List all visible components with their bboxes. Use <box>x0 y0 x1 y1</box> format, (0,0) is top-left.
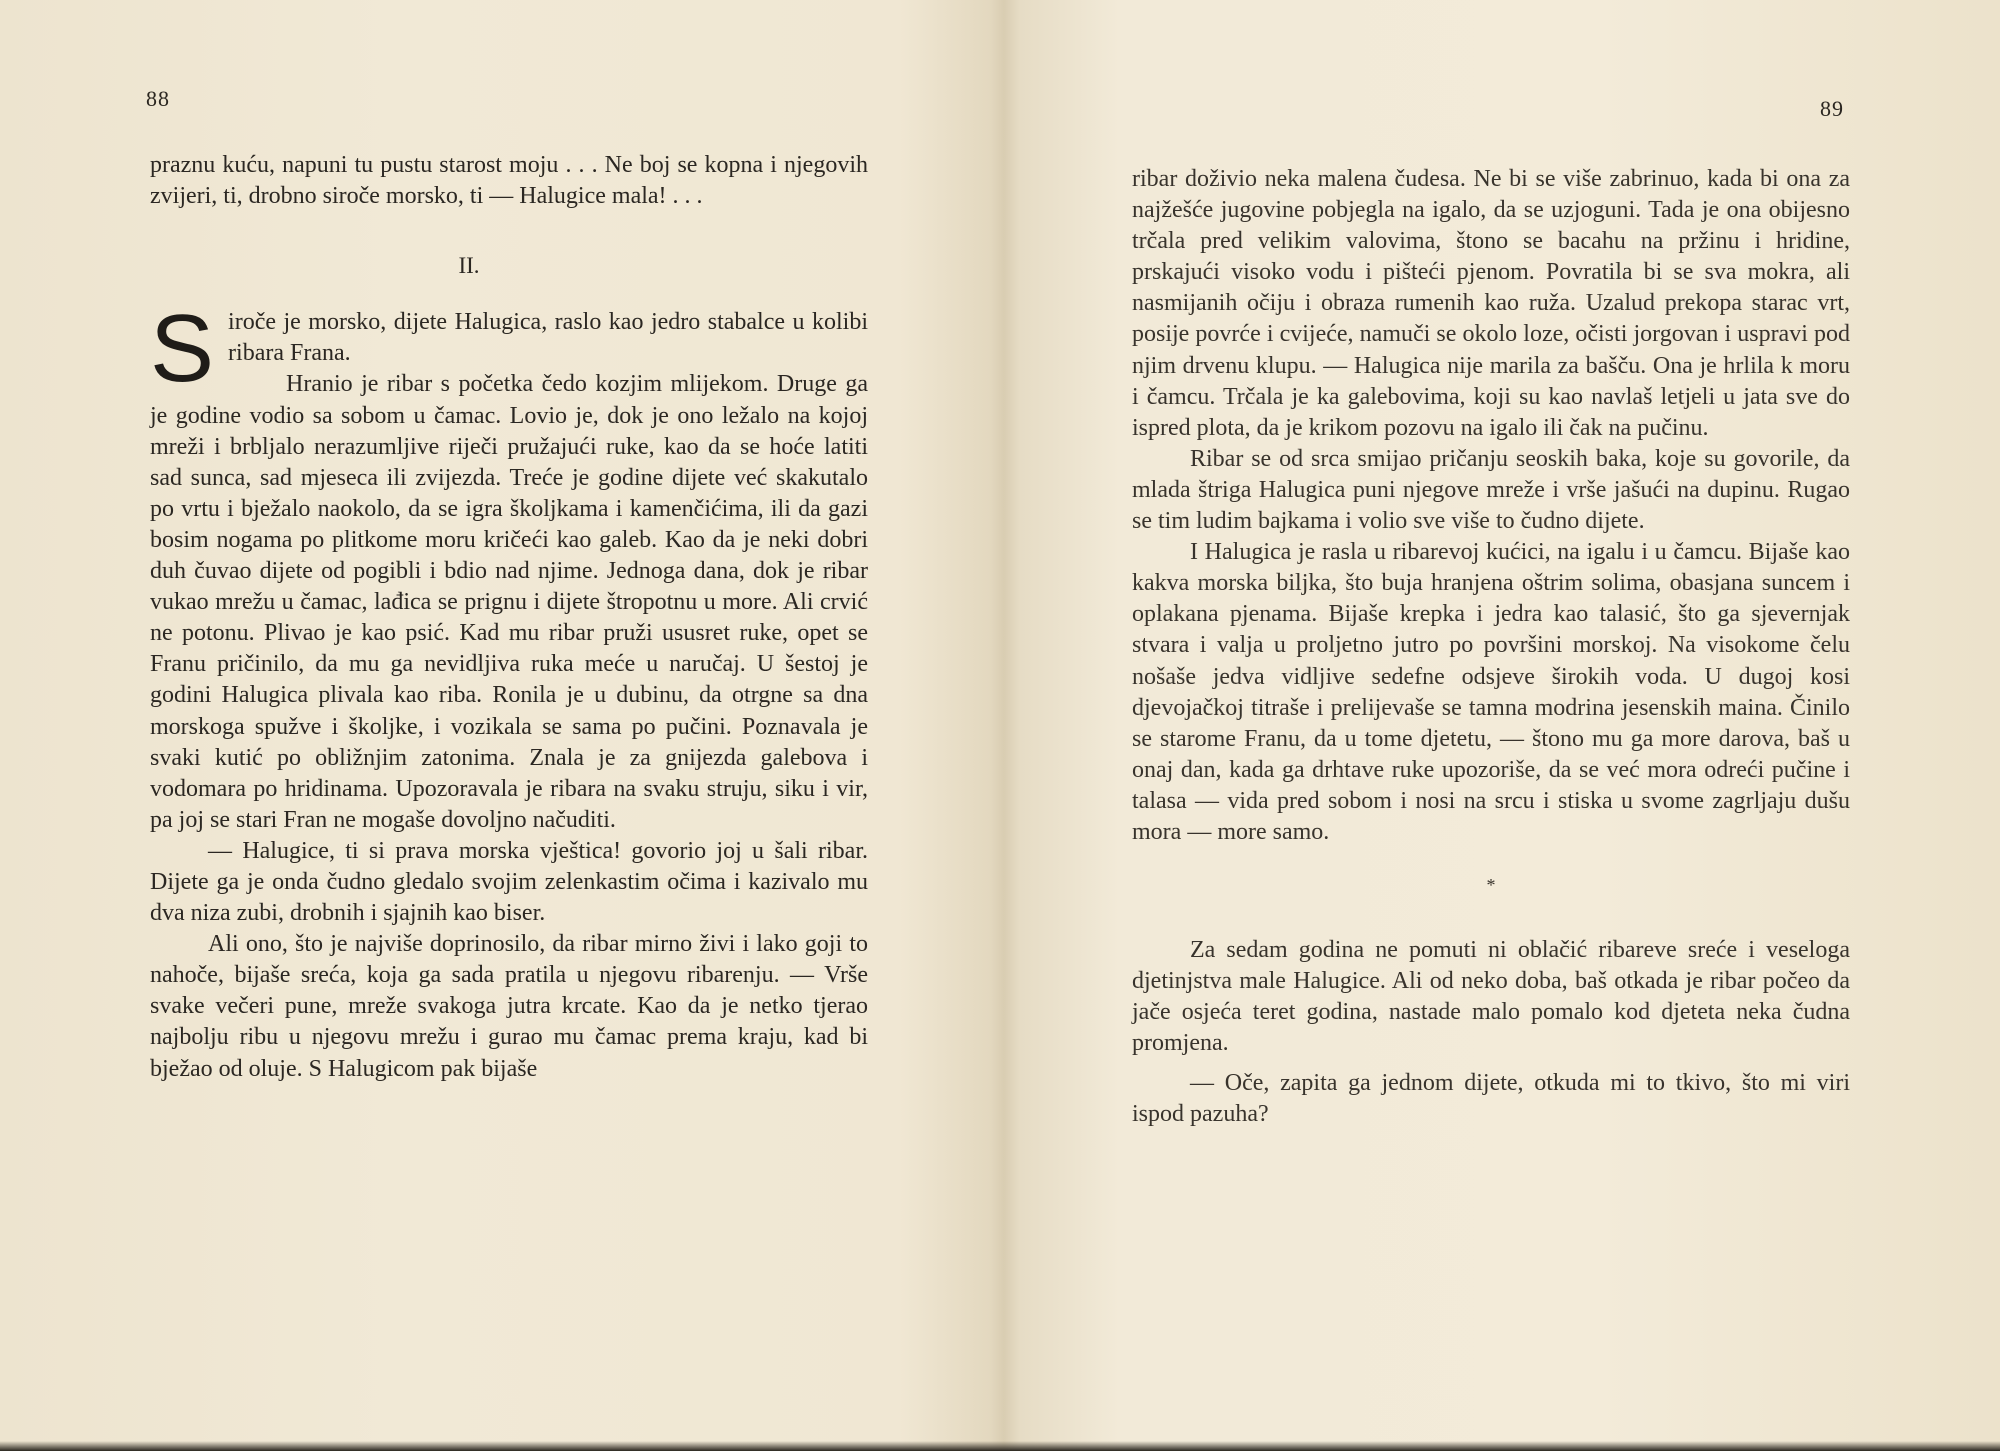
left-text-column <box>150 150 868 1085</box>
chapter-first-paragraph <box>150 295 868 403</box>
paragraph: Hranio je ribar s početka čedo kozjim mlijekom. Druge ga je godine vodio sa sobom u čamac. Lovio je, dok je ono ležalo na kojoj mreži i brbljalo nerazumljive riječi pružajući ruke, kao da se hoće latiti sad sunca, sad mjeseca ili zvijezda. Treće je godine dijete već skakutalo po vrtu i bježalo naokolo, da se igra školjkama i kamenčićima, ili da gazi bosim nogama po plitkome moru kričeći kao galeb. Kao da je neki dobri duh čuvao dijete od pogibli i bdio nad njime. Jednoga dana, dok je ribar vukao mrežu u čamac, lađica se prignu i dijete štropotnu u more. Ali crvić ne potonu. Plivao je kao psić. Kad mu ribar pruži ususret ruke, opet se Franu pričinilo, da mu ga nevidljiva ruka meće u naručaj. U šestoj je godini Halugica plivala kao riba. Ronila je u dubinu, da otrgne sa dna morskoga spužve i školjke, i vozikala se sama po pučini. Poznavala je svaki kutić po obližnjim zatonima. Znala je za gnijezda galebova i vodomara po hridinama. Upozoravala je ribara na svaku struju, siku i vir, pa joj se stari Fran ne mogaše dovoljno načuditi. <box>150 371 868 833</box>
paragraph: ribar doživio neka malena čudesa. Ne bi se više zabrinuo, kada bi ona za najžešće jugovine pobjegla na igalo, da se uzjoguni. Tada je ona obijesno trčala pred velikim valovima, štono se bacahu na pržinu i hridine, prskajući visoko vodu i pišteći pjenom. Povratila bi se sva mokra, ali nasmijanih očiju i obraza rumenih kao ruža. Uzalud prekopa starac vrt, posije povrće i cvijeće, namuči se okolo loze, očisti jorgovan i uspravi pod njim drvenu klupu. — Halugica nije marila za bašču. Ona je hrlila k moru i čamcu. Trčala je ka galebovima, koji su kao navlaš letjeli u jata sve do ispred plota, da je krikom pozovu na igalo ili čak na pučinu. <box>1132 166 1850 441</box>
paragraph: — Halugice, ti si prava morska vještica! govorio joj u šali ribar. Dijete ga je onda čudno gledalo svojim zelenkastim očima i kazivalo mu dva niza zubi, drobnih i sjajnih kao biser. <box>150 837 868 927</box>
first-paragraph-text: iroče je morsko, dijete Halugica, raslo kao jedro stabalce u kolibi ribara Frana. <box>228 309 868 367</box>
paragraph: I Halugica je rasla u ribarevoj kućici, na igalu i u čamcu. Bijaše kao kakva morska biljka, što buja hranjena oštrim solima, obasjana suncem i oplakana pjenama. Bijaše krepka i jedra kao talasić, što ga sjevernjak stvara i valja u proljetno jutro po površini morskoj. Na visokome čelu nošaše jedva vidljive sedefne odsjeve širokih voda. U dugoj kosi djevojačkoj titraše i prelijevaše se tamna modrina jesenskih maina. Činilo se starome Franu, da u tome djetetu, — štono mu ga more darova, baš u onaj dan, kada ga drhtave ruke upozoriše, da se već mora odreći pučine i talasa — vida pred sobom i nosi na srcu i stiska u svome zagrljaju dušu mora — more samo. <box>1132 539 1850 845</box>
right-text-column <box>1132 164 1850 1130</box>
paragraph: Ribar se od srca smijao pričanju seoskih baka, koje su govorile, da mlada štriga Halugica puni njegove mreže i vrše jašući na dupinu. Rugao se tim ludim bajkama i volio sve više to čudno dijete. <box>1132 445 1850 535</box>
paragraph: Ali ono, što je najviše doprinosilo, da ribar mirno živi i lako goji to nahoče, bijaše sreća, koja ga sada pratila u njegovu ribarenju. — Vrše svake večeri pune, mreže svakoga jutra krcate. Kao da je netko tjerao najbolju ribu u njegovu mrežu i gurao mu čamac prema kraju, kad bi bježao od oluje. S Halugicom pak bijaše <box>150 931 868 1082</box>
opening-paragraph: praznu kuću, napuni tu pustu starost moju . . . Ne boj se kopna i njegovih zvijeri, ti, drobno siroče morsko, ti — Halugice mala! . . . <box>150 152 868 210</box>
page-number-left: 88 <box>146 86 170 111</box>
paragraph: — Oče, zapita ga jednom dijete, otkuda mi to tkivo, što mi viri ispod pazuha? <box>1132 1069 1850 1127</box>
section-separator: * <box>1486 875 1496 896</box>
right-page <box>1000 0 2000 1451</box>
page-number-right: 89 <box>1820 96 1844 121</box>
drop-cap: S <box>150 295 215 403</box>
paragraph: Za sedam godina ne pomuti ni oblačić ribareve sreće i veseloga djetinjstva male Halugice. Ali od neko doba, baš otkada je ribar počeo da jače osjeća teret godina, nastade malo pomalo kod djeteta neka čudna promjena. <box>1132 937 1850 1057</box>
chapter-number: II. <box>458 253 480 279</box>
